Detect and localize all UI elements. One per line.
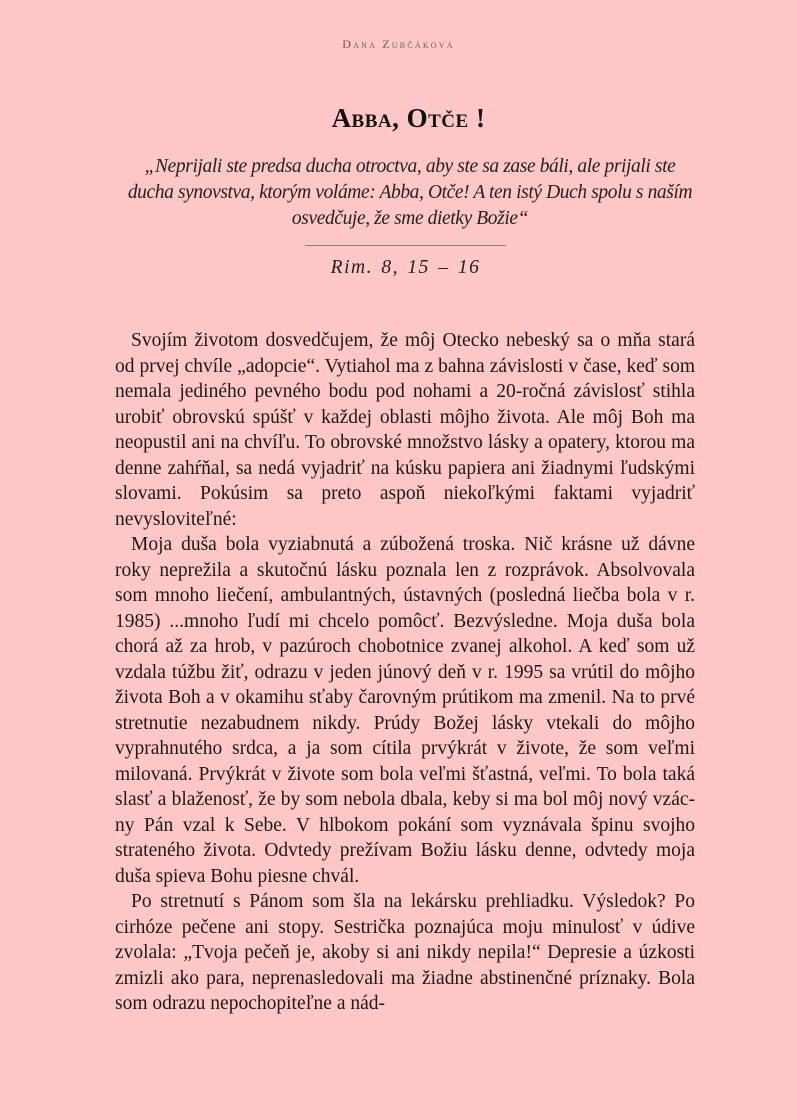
epigraph-divider [305, 245, 506, 246]
paragraph: Moja duša bola vyziabnutá a zúbožená troska. Nič krásne už dávne roky neprežila a skutočnú lásku poznala len z rozprávok. Absolvovala som mnoho liečení, ambulantných, ústavných (posledná liečba bola v r. 1985) ...mnoho ľudí mi chcelo pomôcť. Bezvýsledne. Moja duša bola chorá až za hrob, v pazúroch chobotnice zvanej alkohol. A keď som už vzdala túžbu žiť, odrazu v jeden júnový deň v r. 1995 sa vrútil do môjho života Boh a v okamihu sťaby čarovným prútikom ma zmenil. Na to prvé stretnutie nezabudnem nikdy. Prúdy Božej lásky vtekali do môjho vyprahnutého srdca, a ja som cítila prvýkrát v živote, že som veľmi milovaná. Prvýkrát v živote som bola veľmi šťastná, veľmi. To bola taká slasť a blaženosť, že by som nebola dbala, keby si ma bol môj nový vzácny Pán vzal k Sebe. V hlbokom pokání som vyznávala špinu svojho strateného života. Odvtedy prežívam Božiu lásku denne, odvtedy moja duša spieva Bohu piesne chvál. [115, 534, 695, 887]
chapter-title: Abba, Otče ! [331, 103, 486, 133]
epigraph-quote: „Neprijali ste predsa ducha otroctva, aby ste sa zase báli, ale prijali ste ducha synovstva, ktorým voláme: Abba, Otče! A ten istý Duch spolu s naším osvedčuje, že sme dietky Božie“ [127, 156, 693, 229]
paragraph: Svojím životom dosvedčujem, že môj Otecko nebeský sa o mňa stará od prvej chvíle „adopcie“. Vytiahol ma z bahna závislosti v čase, keď som nemala jediného pevného bodu pod nohami a 20-ročná závislosť stihla urobiť obrovskú spúšť v každej oblasti môjho života. Ale môj Boh ma neopustil ani na chvíľu. To obrovské množstvo lásky a opatery, ktorou ma denne zahŕňal, sa nedá vyjadriť na kúsku papiera ani žiadnymi ľudskými slovami. Pokúsim sa preto aspoň niekoľkými faktami vyjadriť nevysloviteľné: [115, 330, 695, 530]
running-head-author: Dana Zubčáková [342, 37, 455, 51]
body-text [115, 328, 695, 1017]
epigraph-source: Rim. 8, 15 – 16 [330, 257, 481, 278]
paragraph: Po stretnutí s Pánom som šla na lekársku prehliadku. Výsledok? Po cirhóze pečene ani stopy. Sestrička poznajúca moju minulosť v údive zvolala: „Tvoja pečeň je, akoby si ani nikdy nepila!“ Depresie a úzkosti zmizli ako para, neprenasledovali ma žiadne abstinenčné príznaky. Bola som odrazu nepochopiteľne a nád- [115, 891, 695, 1014]
